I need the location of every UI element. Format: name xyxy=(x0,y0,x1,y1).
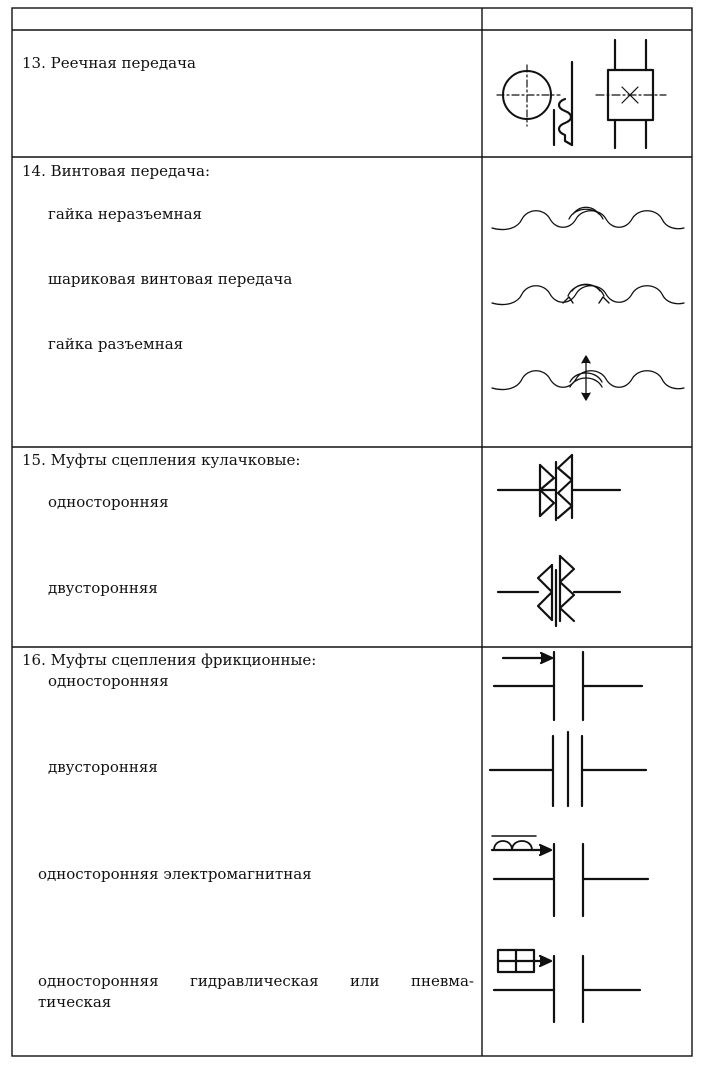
hydraulic-clutch-symbol xyxy=(494,950,640,1022)
row-13-title: 13. Реечная передача xyxy=(22,54,196,72)
lead-screw-nut-solid-symbol xyxy=(492,207,684,229)
one-way-friction-clutch-symbol xyxy=(494,652,642,720)
split-nut-symbol xyxy=(492,356,684,400)
row-15-item-2: двусторонняя xyxy=(48,579,158,597)
row-15-title: 15. Муфты сцепления кулачковые: xyxy=(22,451,301,469)
word: гидравлическая xyxy=(190,972,319,990)
row-14-title: 14. Винтовая передача: xyxy=(22,162,211,180)
row-16-item-3: односторонняя электромагнитная xyxy=(38,865,312,883)
row-16-item-4-line-2: тическая xyxy=(38,993,112,1011)
row-16-item-2: двусторонняя xyxy=(48,758,158,776)
word: пневма- xyxy=(410,972,474,990)
row-16-title: 16. Муфты сцепления фрикционные: xyxy=(22,651,317,669)
electromagnetic-clutch-symbol xyxy=(492,836,648,916)
row-15-item-1: односторонняя xyxy=(48,493,169,511)
row-14-item-1: гайка неразъемная xyxy=(48,205,202,223)
row-14-item-3: гайка разъемная xyxy=(48,335,184,353)
row-16-item-1: односторонняя xyxy=(48,672,169,690)
two-way-jaw-clutch-symbol xyxy=(498,556,620,626)
word: односторонняя xyxy=(38,972,159,990)
row-14-item-2: шариковая винтовая передача xyxy=(48,270,293,288)
rack-and-pinion-symbol xyxy=(497,40,666,148)
word: или xyxy=(350,972,380,990)
one-way-jaw-clutch-symbol xyxy=(498,455,620,520)
ball-screw-symbol xyxy=(492,284,684,304)
two-way-friction-clutch-symbol xyxy=(490,732,646,806)
